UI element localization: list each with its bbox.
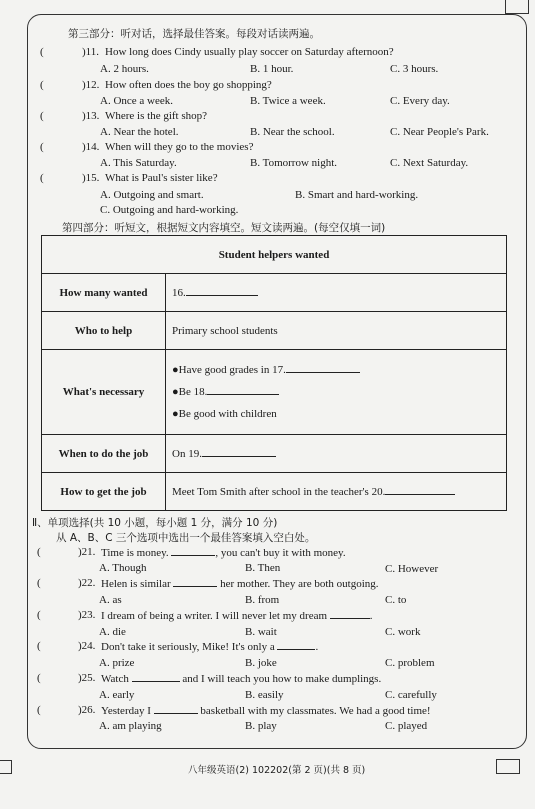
question-stem: Where is the gift shop? [105,110,208,122]
option-c: C. However [385,563,439,575]
answer-bracket[interactable]: ( [37,672,41,684]
row-label: What's necessary [42,350,166,435]
question-stem: Watch and I will teach you how to make dumplings. [101,673,382,685]
answer-blank-17[interactable] [286,363,360,373]
question-number: )14. [82,141,100,153]
row-value [166,350,507,435]
section2-instruction: 从 A、B、C 三个选项中选出一个最佳答案填入空白处。 [56,532,316,544]
option-b: B. joke [245,657,277,669]
row-label: Who to help [42,312,166,350]
option-b: B. Twice a week. [250,95,326,107]
question-stem: Helen is similar her mother. They are both outgoing. [101,578,379,590]
answer-blank-20[interactable] [385,485,455,495]
option-a: A. early [99,689,135,701]
option-c: C. Outgoing and hard-working. [100,204,239,216]
question-number: )21. [78,546,96,558]
question-number: )11. [82,46,100,58]
answer-bracket[interactable]: ( [37,609,41,621]
question-number: )25. [78,672,96,684]
answer-blank-18[interactable] [207,385,279,395]
question-number: )24. [78,640,96,652]
answer-bracket[interactable]: ( [40,141,44,153]
option-a: A. This Saturday. [100,157,177,169]
option-c: C. Near People's Park. [390,126,489,138]
row-label: When to do the job [42,435,166,473]
option-c: C. 3 hours. [390,63,439,75]
table-row [42,274,507,312]
question-number: )23. [78,609,96,621]
answer-blank[interactable] [154,704,198,714]
option-a: A. 2 hours. [100,63,149,75]
answer-blank-19[interactable] [202,447,276,457]
question-stem: Time is money. , you can't buy it with money. [101,547,346,559]
answer-blank[interactable] [132,672,180,682]
option-b: B. play [245,720,277,732]
option-a: A. prize [99,657,135,669]
question-number: )13. [82,110,100,122]
section2-heading: Ⅱ、单项选择(共 10 小题，每小题 1 分，满分 10 分) [32,517,278,529]
option-b: B. wait [245,626,277,638]
student-helpers-table [41,235,507,511]
option-a: A. as [99,594,122,606]
option-a: A. am playing [99,720,162,732]
option-c: C. problem [385,657,435,669]
question-number: )12. [82,79,100,91]
table-row [42,473,507,511]
corner-mark-top-right [505,0,529,14]
option-a: A. Though [99,562,147,574]
row-value: On 19. [166,435,507,473]
requirement-item: ●Be 18. [172,381,500,403]
row-value: Meet Tom Smith after school in the teacher's 20. [166,473,507,511]
option-b: B. Then [245,562,281,574]
requirement-item: ●Be good with children [172,408,277,420]
answer-bracket[interactable]: ( [37,704,41,716]
question-number: )22. [78,577,96,589]
question-stem: Yesterday I basketball with my classmates. We had a good time! [101,705,431,717]
answer-blank[interactable] [330,609,370,619]
requirement-item: ●Have good grades in 17. [172,359,500,381]
option-c: C. work [385,626,421,638]
corner-mark-bottom-left [0,760,12,774]
answer-bracket[interactable]: ( [40,172,44,184]
question-number: )15. [82,172,100,184]
option-c: C. Every day. [390,95,450,107]
part4-heading: 第四部分：听短文，根据短文内容填空。短文读两遍。(每空仅填一词) [62,222,386,234]
option-a: A. Outgoing and smart. [100,189,204,201]
answer-blank-16[interactable] [186,286,258,296]
option-a: A. die [99,626,126,638]
answer-bracket[interactable]: ( [37,546,41,558]
option-b: B. Tomorrow night. [250,157,338,169]
option-b: B. easily [245,689,284,701]
answer-bracket[interactable]: ( [40,46,44,58]
option-b: B. Near the school. [250,126,335,138]
corner-mark-bottom-right [496,759,520,774]
part3-heading: 第三部分：听对话，选择最佳答案。每段对话读两遍。 [68,28,320,40]
option-c: C. to [385,594,407,606]
question-number: )26. [78,704,96,716]
row-label: How to get the job [42,473,166,511]
page-footer: 八年级英语(2) 102202(第 2 页)(共 8 页) [188,765,366,776]
table-row [42,350,507,435]
answer-bracket[interactable]: ( [37,577,41,589]
row-label: How many wanted [42,274,166,312]
option-c: C. Next Saturday. [390,157,469,169]
question-stem: What is Paul's sister like? [105,172,218,184]
answer-blank[interactable] [173,577,217,587]
option-c: C. played [385,720,428,732]
answer-bracket[interactable]: ( [37,640,41,652]
question-stem: Don't take it seriously, Mike! It's only a . [101,641,319,653]
question-stem: How often does the boy go shopping? [105,79,272,91]
question-stem: I dream of being a writer. I will never let my dream . [101,610,373,622]
row-value: Primary school students [166,312,507,350]
option-b: B. Smart and hard-working. [295,189,419,201]
option-b: B. from [245,594,280,606]
option-a: A. Near the hotel. [100,126,179,138]
answer-blank[interactable] [171,546,215,556]
question-stem: How long does Cindy usually play soccer on Saturday afternoon? [105,46,394,58]
option-c: C. carefully [385,689,437,701]
table-row [42,312,507,350]
option-b: B. 1 hour. [250,63,294,75]
answer-bracket[interactable]: ( [40,110,44,122]
option-a: A. Once a week. [100,95,173,107]
table-title: Student helpers wanted [42,236,507,274]
question-stem: When will they go to the movies? [105,141,254,153]
answer-bracket[interactable]: ( [40,79,44,91]
table-row [42,435,507,473]
row-value: 16. [166,274,507,312]
answer-blank[interactable] [277,640,315,650]
